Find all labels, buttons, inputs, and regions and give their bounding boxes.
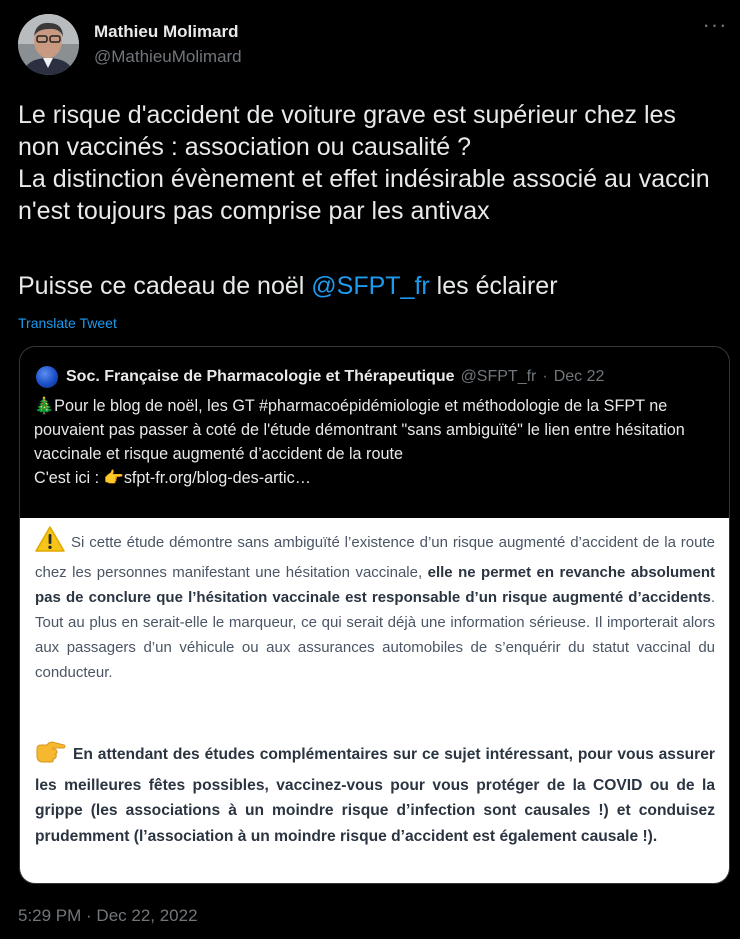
quoted-text-line-1 — [34, 394, 724, 466]
author-name[interactable]: Mathieu Molimard — [94, 22, 239, 41]
tweet-line-3-text: Puisse ce cadeau de noël — [18, 272, 312, 300]
author-avatar[interactable] — [18, 14, 79, 75]
tweet-text — [18, 99, 723, 302]
mention-link[interactable]: @SFPT_fr — [311, 272, 430, 300]
more-horizontal-icon: ··· — [702, 12, 728, 37]
pointing-right-icon — [35, 740, 67, 773]
quoted-date[interactable]: Dec 22 — [553, 368, 605, 385]
quoted-tweet-text — [34, 394, 724, 490]
quoted-tweet[interactable] — [19, 346, 730, 884]
more-options-button[interactable] — [700, 12, 730, 42]
tweet-timestamp[interactable]: 5:29 PM · Dec 22, 2022 — [18, 906, 198, 925]
image-p1-bold: elle ne permet en revanche absolument pas de conclure que l’hésitation vaccinale est responsable d’un risque augmenté d’accidents — [35, 564, 716, 606]
quoted-separator: · — [542, 368, 548, 385]
image-p2-text: En attendant des études complémentaires sur ce sujet intéressant, pour vous assurer les meilleures fêtes possibles, vaccinez-vous pour vous protéger de la COVID ou de la grippe (les associations à un moindre risque d’infection sont causales !) et conduisez prudemment (l’association à un moindre risque d’accident est également causale !). — [35, 746, 715, 845]
quoted-author-name[interactable]: Soc. Française de Pharmacologie et Thérapeutique — [66, 368, 455, 385]
translate-tweet-link[interactable]: Translate Tweet — [18, 315, 117, 331]
christmas-tree-icon: 🎄 — [34, 397, 55, 415]
quoted-tweet-image[interactable] — [20, 518, 729, 884]
author-handle[interactable]: @MathieuMolimard — [94, 47, 242, 66]
tweet-line-3-end: les éclairer — [429, 272, 558, 300]
pointing-hand-icon: 👉 — [103, 469, 124, 487]
quoted-author-avatar[interactable] — [36, 366, 58, 388]
quoted-text-body: Pour le blog de noël, les GT #pharmacoépidémiologie et méthodologie de la SFPT ne pouvaient pas passer à coté de l'étude démontrant "sans ambiguïté" le lien entre hésitation vaccinale et risque augmenté d’accident de la route — [34, 397, 685, 463]
image-paragraph-1 — [35, 526, 715, 685]
quoted-tweet-header — [36, 366, 604, 388]
image-p1-start: Si cette étude démontre sans ambiguïté l’existence d’un risque augmenté d’accident de la route chez les personnes manifestant une hésitation vaccinale, — [35, 534, 715, 581]
tweet-line-3 — [18, 270, 723, 302]
warning-icon — [35, 526, 65, 560]
quoted-author-handle[interactable]: @SFPT_fr — [460, 368, 537, 385]
tweet-line-1: Le risque d'accident de voiture grave est supérieur chez les non vaccinés : association ou causalité ? — [18, 101, 676, 161]
quoted-link[interactable]: sfpt-fr.org/blog-des-artic… — [123, 469, 311, 487]
image-paragraph-2 — [35, 740, 715, 849]
image-p1-end: . Tout au plus en serait-elle le marqueur, ce qui serait déjà une information sérieuse. Il importerait alors aux passagers d’un véhicule ou aux assurances automobiles de s’enquérir du statut vaccinal du conducteur. — [35, 589, 715, 681]
quoted-text-line-2 — [34, 466, 724, 490]
quoted-text-prefix: C'est ici : — [34, 469, 104, 487]
tweet-line-2: La distinction évènement et effet indésirable associé au vaccin n'est toujours pas comprise par les antivax — [18, 165, 710, 225]
